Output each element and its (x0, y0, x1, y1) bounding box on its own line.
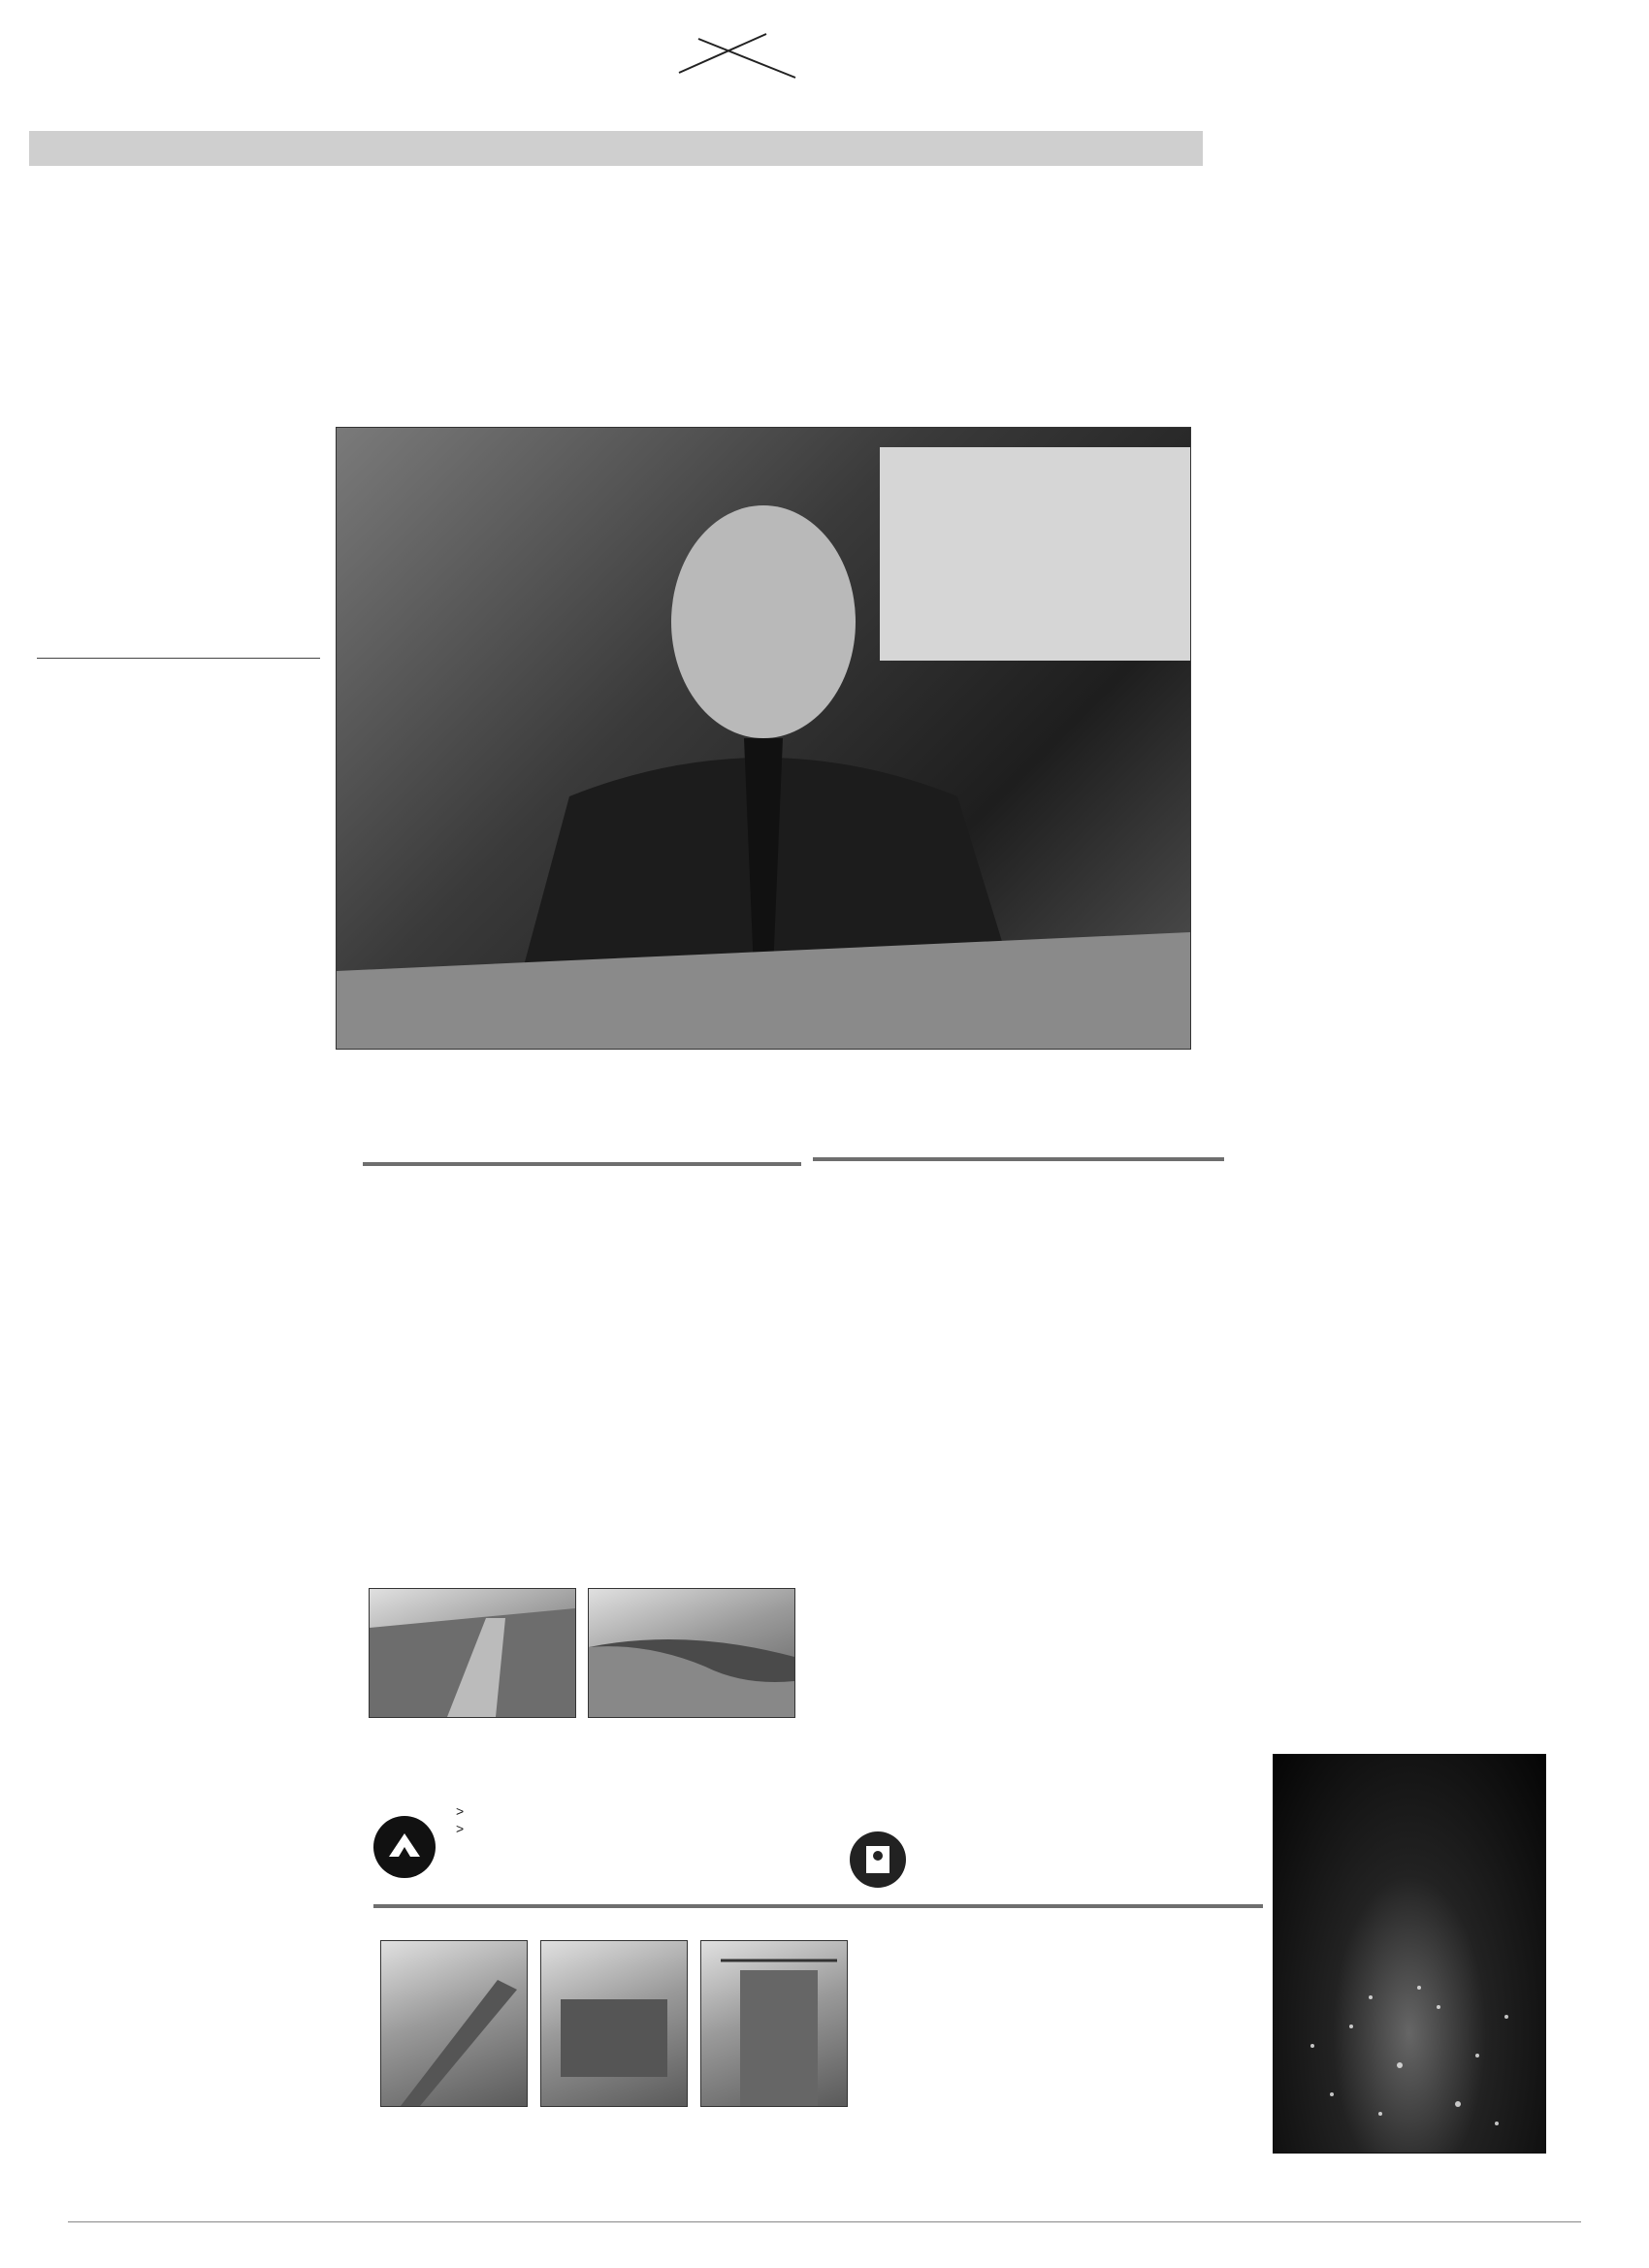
note-8-months: > (456, 1821, 465, 1836)
right-column (1227, 323, 1547, 333)
notes (456, 1802, 815, 1837)
byline-rule (37, 658, 320, 659)
bottom-rule (68, 2221, 1581, 2222)
office-icon (541, 1941, 687, 2106)
sector-photo-construcao (700, 1940, 848, 2107)
pen-mark (660, 19, 815, 87)
main-photo (336, 427, 1191, 1050)
sao-paulo-photo (1273, 1754, 1546, 2154)
guarapari-photo (588, 1588, 795, 1718)
sector-photo-comercio (380, 1940, 528, 2107)
serra-photo (369, 1588, 576, 1718)
country-table-heading (813, 1157, 1224, 1161)
section-strip (29, 131, 1203, 166)
growth-arrow-icon (373, 1816, 436, 1878)
note-12-months: > (456, 1803, 465, 1819)
escalator-icon (381, 1941, 527, 2106)
city-traffic-icon (370, 1589, 575, 1717)
left-column (37, 698, 326, 708)
coast-icon (589, 1589, 794, 1717)
building-crane-icon (701, 1941, 847, 2106)
person-silhouette-icon (337, 428, 1190, 1049)
sector-photo-servicos (540, 1940, 688, 2107)
sectors-heading (373, 1904, 1263, 1908)
city-lights-icon (1274, 1755, 1545, 2153)
worker-card-icon (850, 1831, 906, 1888)
state-table-heading (363, 1162, 801, 1166)
